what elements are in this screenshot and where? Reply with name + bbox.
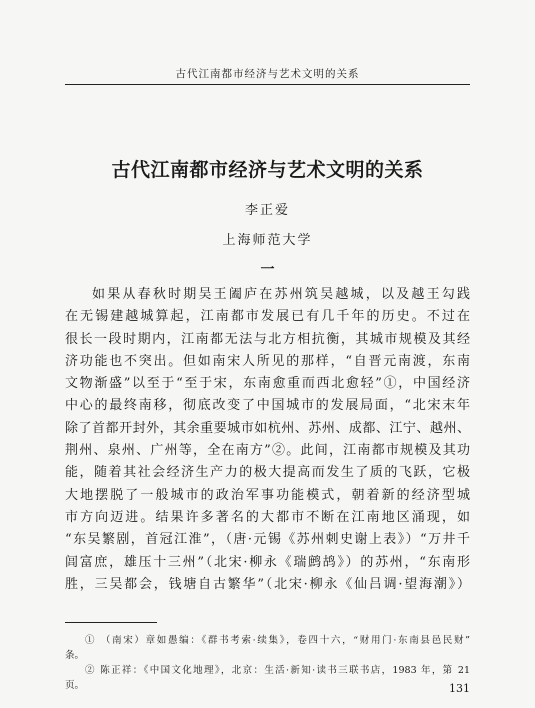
- body-line: 除了首都开封外，其余重要城市如杭州、苏州、成都、江宁、越州、: [65, 420, 470, 436]
- body-text: [65, 284, 470, 596]
- body-line: 济功能也不突出。但如南宋人所见的那样，“自晋元南渡，东南: [65, 353, 470, 369]
- body-line: 中心的最终南移，彻底改变了中国城市的发展局面，“北宋末年: [65, 398, 470, 414]
- body-line: “东吴繁剧，首冠江淮”，（唐·元锡《苏州刺史谢上表》）“万井千: [65, 532, 470, 548]
- body-line: 能，随着其社会经济生产力的极大提高而发生了质的飞跃，它极: [65, 465, 470, 481]
- section-number: 一: [260, 262, 275, 278]
- body-line: 很长一段时期内，江南都无法与北方相抗衡，其城市规模及其经: [65, 331, 470, 347]
- body-line: 胜，三吴都会，钱塘自古繁华”（北宋·柳永《仙吕调·望海潮》）: [65, 576, 470, 592]
- footnote-line: ① （南宋）章如愚编：《群书考索·续集》，卷四十六，“财用门·东南县邑民财”: [85, 635, 470, 646]
- body-line: 大地摆脱了一般城市的政治军事功能模式，朝着新的经济型城: [65, 487, 470, 503]
- page-number: 131: [449, 682, 470, 695]
- footnote-line: 页。: [65, 680, 85, 691]
- footnote-line: 条。: [65, 650, 85, 661]
- footnote-line: ② 陈正祥：《中国文化地理》，北京：生活·新知·读书三联书店，1983 年，第 21: [85, 665, 470, 676]
- article-title: 古代江南都市经济与艺术文明的关系: [111, 159, 424, 181]
- footnote-rule: [65, 622, 157, 623]
- footnotes: [65, 633, 470, 693]
- author-affiliation: 上海师范大学: [222, 233, 313, 248]
- body-line: 闾富庶，雄压十三州”（北宋·柳永《瑞鹧鸪》）的苏州，“东南形: [65, 554, 470, 570]
- body-line: 市方向迈进。结果许多著名的大都市不断在江南地区涌现，如: [65, 509, 470, 525]
- body-line: 如果从春秋时期吴王阖庐在苏州筑吴越城，以及越王勾践: [92, 287, 470, 302]
- body-line: 文物渐盛”以至于“至于宋，东南愈重而西北愈轻”①，中国经济: [65, 376, 470, 392]
- author-name: 李正爱: [244, 203, 290, 218]
- body-line: 荆州、泉州、广州等，全在南方”②。此间，江南都市规模及其功: [65, 443, 470, 459]
- body-line: 在无锡建越城算起，江南都市发展已有几千年的历史。不过在: [65, 309, 470, 325]
- header-rule: [65, 84, 470, 85]
- running-head: 古代江南都市经济与艺术文明的关系: [175, 68, 360, 80]
